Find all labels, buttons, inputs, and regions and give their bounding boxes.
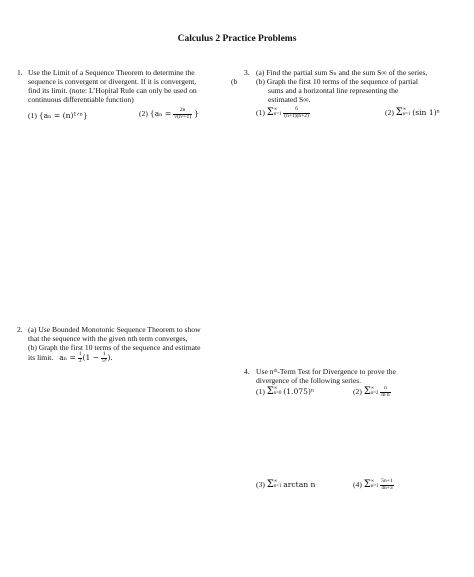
sequence-lhs: aₙ = xyxy=(59,353,76,363)
upper-limit: ∞ xyxy=(273,479,278,485)
problem-1-part-2 xyxy=(139,108,199,121)
paren-close: ). xyxy=(107,353,113,363)
problem-4-line: divergence of the following series. xyxy=(256,376,362,386)
summation-limits xyxy=(371,480,379,490)
summation-symbol: Σ xyxy=(363,479,371,491)
sequence-suffix: } xyxy=(193,109,199,119)
upper-limit: ∞ xyxy=(370,479,375,485)
problem-4-text xyxy=(256,367,396,385)
series-term: (1.075)ⁿ xyxy=(283,387,315,396)
denominator: 4n+3 xyxy=(381,484,393,491)
part-label: (2) xyxy=(353,387,362,397)
problem-1-line: continuous differentiable function) xyxy=(28,95,134,105)
lower-limit: n=1 xyxy=(273,484,282,490)
summation-symbol: Σ xyxy=(266,107,274,119)
summation-limits xyxy=(371,387,379,397)
paren-open: (1 − xyxy=(82,353,100,363)
series-term: arctan n xyxy=(283,480,316,489)
problem-2-line: (a) Use Bounded Monotonic Sequence Theorem to show xyxy=(28,325,201,334)
problem-4-part-2 xyxy=(353,386,391,399)
problem-2-line: that the sequence with the given nth term converges, xyxy=(28,334,188,344)
problem-3-line: (b) Graph the first 10 terms of the sequence of partial xyxy=(256,77,418,87)
part-label: (2) xyxy=(139,109,148,119)
problem-3-part-2 xyxy=(385,107,440,119)
numerator: 1 xyxy=(78,351,82,358)
denominator: (n+1)(n+2) xyxy=(284,112,309,119)
sequence-prefix: {aₙ = xyxy=(149,109,172,119)
lower-limit: n=1 xyxy=(402,112,411,118)
summation-limits xyxy=(274,480,282,490)
problem-4-line: Use nᵗʰ-Term Test for Divergence to prove the xyxy=(256,367,396,376)
lower-limit: n=1 xyxy=(370,484,379,490)
problem-2-line: (b) Graph the first 10 terms of the sequence and estimate xyxy=(28,343,201,353)
numerator: 2n xyxy=(173,108,192,115)
numerator: 6 xyxy=(283,107,310,114)
lower-limit: n=1 xyxy=(273,112,282,118)
page-title: Calculus 2 Practice Problems xyxy=(177,34,297,44)
stray-mark: (b xyxy=(231,77,238,86)
fraction xyxy=(380,386,390,399)
part-label: (1) xyxy=(28,111,37,120)
problem-1-part-1 xyxy=(28,111,88,120)
limit-label: its limit. xyxy=(28,353,54,363)
numerator: n xyxy=(380,386,390,393)
numerator: 5n+1 xyxy=(381,478,393,484)
part-label: (1) xyxy=(256,387,265,396)
fraction xyxy=(173,108,192,121)
denominator: 5ⁿ xyxy=(101,358,107,365)
summation-limits xyxy=(274,387,282,397)
upper-limit: ∞ xyxy=(402,107,407,113)
problem-3-line: sums and a horizontal line representing the xyxy=(268,86,399,96)
problem-4-part-1 xyxy=(256,386,314,398)
summation-symbol: Σ xyxy=(266,479,274,490)
part-label: (3) xyxy=(256,480,265,489)
problem-3-text xyxy=(256,68,427,104)
summation-symbol: Σ xyxy=(363,386,371,398)
problem-1-line: Use the Limit of a Sequence Theorem to determine the xyxy=(28,68,195,77)
fraction xyxy=(283,107,310,120)
problem-4-part-3 xyxy=(256,479,315,491)
lower-limit: n=2 xyxy=(370,391,379,397)
part-label: (1) xyxy=(256,108,265,118)
part-label: (4) xyxy=(353,480,362,490)
problem-1-text xyxy=(28,68,197,104)
lower-limit: n=0 xyxy=(273,391,282,397)
summation-symbol: Σ xyxy=(266,386,274,397)
denominator: ln n xyxy=(381,391,390,398)
summation-limits xyxy=(274,108,282,118)
problem-3-part-1 xyxy=(256,107,310,120)
problem-4-number: 4. xyxy=(244,367,250,376)
problem-2-text xyxy=(28,325,201,365)
fraction xyxy=(380,479,393,492)
problem-2-last-line xyxy=(28,352,201,365)
problem-1-line: find its limit. (note: L’Hopital Rule can only be used on xyxy=(28,86,197,96)
series-term: (sin 1)ⁿ xyxy=(412,108,440,117)
denominator: 3 xyxy=(78,358,82,365)
denominator: √(n²+1) xyxy=(174,113,192,120)
problem-3-number: 3. xyxy=(244,68,250,77)
upper-limit: ∞ xyxy=(273,386,278,392)
problem-2-number: 2. xyxy=(17,325,23,334)
sequence-expression: {aₙ = (n)¹ᐟⁿ} xyxy=(38,111,88,120)
problem-4-part-4 xyxy=(353,479,394,492)
problem-3-line: (a) Find the partial sum Sₙ and the sum S∞ of the series, xyxy=(256,68,428,77)
upper-limit: ∞ xyxy=(370,386,375,392)
problem-1-line: sequence is convergent or divergent. If it is convergent, xyxy=(28,77,197,87)
summation-symbol: Σ xyxy=(395,107,403,118)
problem-1-number: 1. xyxy=(17,68,23,77)
numerator: 1 xyxy=(102,351,106,358)
summation-limits xyxy=(403,108,411,118)
part-label: (2) xyxy=(385,108,394,117)
problem-3-line: estimated S∞. xyxy=(268,95,311,105)
upper-limit: ∞ xyxy=(273,107,278,113)
